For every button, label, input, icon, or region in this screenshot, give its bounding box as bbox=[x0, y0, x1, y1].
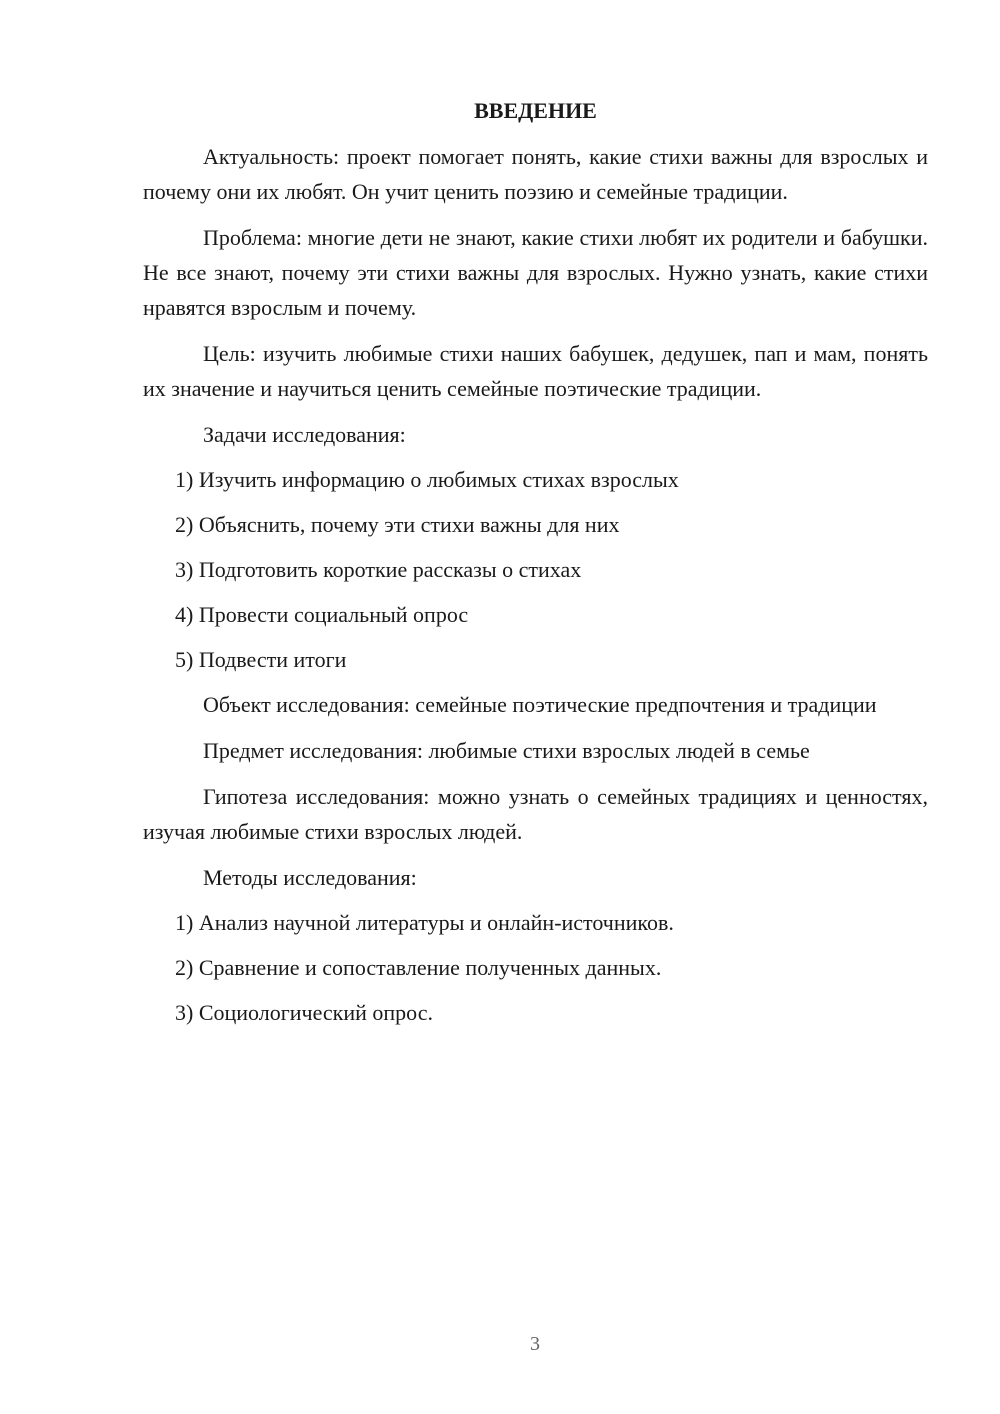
method-item: 1) Анализ научной литературы и онлайн-источников. bbox=[175, 910, 674, 935]
task-item: 2) Объяснить, почему эти стихи важны для них bbox=[175, 512, 620, 537]
task-item: 3) Подготовить короткие рассказы о стихах bbox=[175, 557, 582, 582]
page-number: 3 bbox=[530, 1333, 540, 1355]
tasks-heading: Задачи исследования: bbox=[203, 422, 406, 447]
task-item: 1) Изучить информацию о любимых стихах взрослых bbox=[175, 467, 679, 492]
section-title: ВВЕДЕНИЕ bbox=[474, 98, 597, 123]
method-item: 3) Социологический опрос. bbox=[175, 1000, 433, 1025]
object-paragraph: Объект исследования: семейные поэтические предпочтения и традиции bbox=[203, 692, 877, 717]
subject-paragraph: Предмет исследования: любимые стихи взрослых людей в семье bbox=[203, 738, 810, 763]
task-item: 5) Подвести итоги bbox=[175, 647, 347, 672]
hypothesis-paragraph: Гипотеза исследования: можно узнать о семейных традициях и ценностях, изучая любимые стихи взрослых людей. bbox=[143, 784, 928, 844]
method-item: 2) Сравнение и сопоставление полученных данных. bbox=[175, 955, 662, 980]
relevance-paragraph: Актуальность: проект помогает понять, какие стихи важны для взрослых и почему они их любят. Он учит ценить поэзию и семейные традиции. bbox=[143, 144, 928, 204]
problem-paragraph: Проблема: многие дети не знают, какие стихи любят их родители и бабушки. Не все знают, почему эти стихи важны для взрослых. Нужно узнать, какие стихи нравятся взрослым и почему. bbox=[143, 225, 928, 320]
task-item: 4) Провести социальный опрос bbox=[175, 602, 469, 627]
goal-paragraph: Цель: изучить любимые стихи наших бабушек, дедушек, пап и мам, понять их значение и научиться ценить семейные поэтические традиции. bbox=[143, 341, 928, 401]
document-body bbox=[143, 96, 928, 1040]
methods-heading: Методы исследования: bbox=[203, 865, 417, 890]
